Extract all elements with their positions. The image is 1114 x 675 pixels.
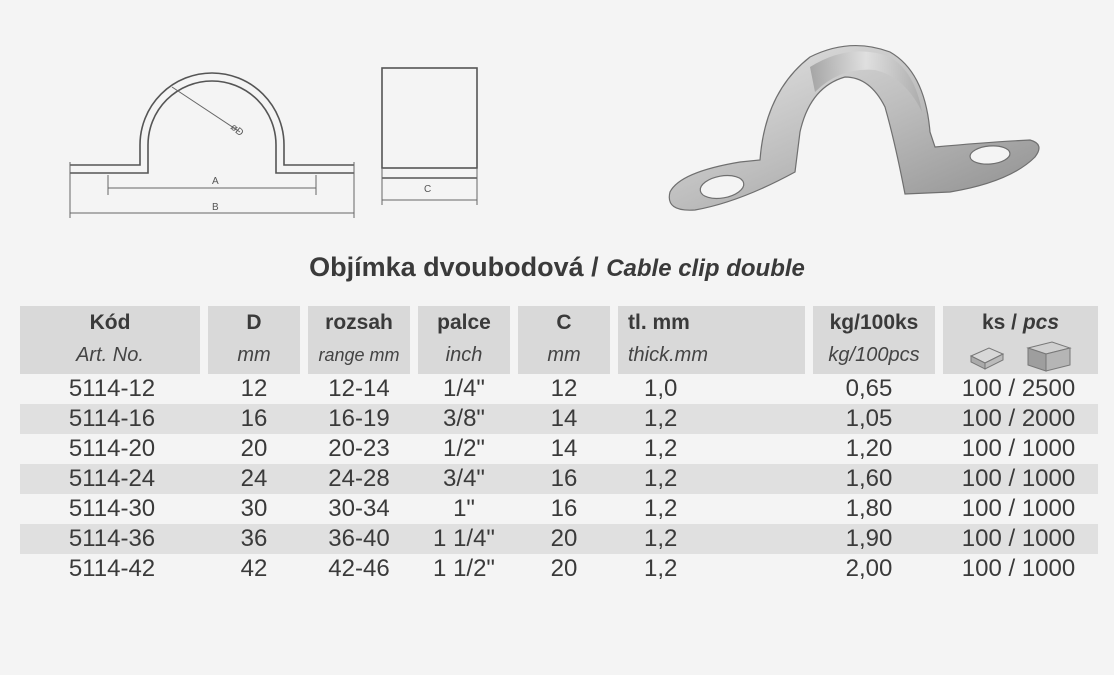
- table-cell: 30-34: [328, 495, 390, 522]
- table-cell: 1,2: [644, 495, 678, 522]
- table-row: [20, 404, 1098, 434]
- cable-clip-photo: [650, 32, 1100, 222]
- table-cell: 0,65: [845, 375, 893, 402]
- table-cell: 5114-12: [68, 375, 156, 402]
- table-row: [20, 374, 1098, 404]
- table-cell: 100 / 2500: [961, 375, 1076, 402]
- table-cell: 1,2: [614, 524, 809, 554]
- header-code: Kód Art. No.: [20, 306, 204, 374]
- table-cell: 5114-24: [20, 464, 204, 494]
- table-cell: 42-46: [328, 555, 390, 582]
- table-cell: 30: [240, 495, 268, 522]
- table-cell: 1": [453, 495, 475, 522]
- table-cell: 3/8": [414, 404, 514, 434]
- small-box-icon: [967, 342, 1007, 370]
- table-cell: 36-40: [304, 524, 414, 554]
- table-cell: 1,2: [644, 555, 678, 582]
- table-cell: 100 / 1000: [961, 435, 1076, 462]
- header-range: rozsah range mm: [304, 306, 414, 374]
- table-cell: 12: [550, 375, 578, 402]
- table-cell: 2,00: [845, 555, 893, 582]
- table-row: [20, 494, 1098, 524]
- large-carton-icon: [1024, 340, 1074, 372]
- header-weight: kg/100ks kg/100pcs: [809, 306, 939, 374]
- table-cell: 16: [550, 495, 578, 522]
- header-packaging: ks / pcs: [939, 306, 1098, 374]
- table-cell: 1,60: [809, 464, 939, 494]
- header-inch: palce inch: [414, 306, 514, 374]
- table-cell: 36: [204, 524, 304, 554]
- title-czech: Objímka dvoubodová: [309, 252, 584, 282]
- table-cell: 42: [240, 555, 268, 582]
- table-cell: 100 / 2000: [939, 404, 1098, 434]
- table-cell: 20-23: [328, 435, 390, 462]
- table-row: [20, 554, 1098, 584]
- table-cell: 24-28: [304, 464, 414, 494]
- table-row: [20, 434, 1098, 464]
- table-cell: 1,90: [809, 524, 939, 554]
- table-cell: 14: [514, 404, 614, 434]
- table-cell: 5114-20: [68, 435, 156, 462]
- dimension-a-label: A: [212, 176, 219, 187]
- table-cell: 100 / 1000: [939, 464, 1098, 494]
- table-cell: 1,2: [644, 435, 678, 462]
- title-separator: /: [591, 252, 599, 282]
- table-cell: 12: [240, 375, 268, 402]
- table-cell: 1/4": [443, 375, 485, 402]
- product-title: [0, 252, 1114, 283]
- table-cell: 20: [550, 555, 578, 582]
- dimension-d-label: øD: [228, 121, 246, 139]
- table-cell: 1,0: [644, 375, 678, 402]
- table-header-row: [20, 306, 1098, 374]
- table-cell: 12-14: [328, 375, 390, 402]
- table-cell: 5114-30: [68, 495, 156, 522]
- table-cell: 1,2: [614, 464, 809, 494]
- header-c: C mm: [514, 306, 614, 374]
- table-cell: 100 / 1000: [961, 495, 1076, 522]
- table-cell: 16: [204, 404, 304, 434]
- table-cell: 1,20: [845, 435, 893, 462]
- table-cell: 14: [550, 435, 578, 462]
- table-cell: 1 1/4": [414, 524, 514, 554]
- table-cell: 20: [240, 435, 268, 462]
- title-english: Cable clip double: [606, 255, 805, 282]
- table-cell: 5114-16: [20, 404, 204, 434]
- side-view-drawing: [372, 60, 492, 210]
- specification-table: [20, 306, 1098, 584]
- table-cell: 5114-42: [68, 555, 156, 582]
- table-cell: 100 / 1000: [961, 555, 1076, 582]
- table-cell: 1 1/2": [433, 555, 495, 582]
- dimension-c-label: C: [424, 184, 432, 195]
- table-cell: 1,2: [614, 404, 809, 434]
- table-cell: 16: [514, 464, 614, 494]
- table-cell: 3/4": [414, 464, 514, 494]
- front-view-drawing: [60, 50, 370, 225]
- dimension-b-label: B: [212, 202, 219, 213]
- table-cell: 1/2": [443, 435, 485, 462]
- table-row: [20, 524, 1098, 554]
- table-cell: 20: [514, 524, 614, 554]
- table-cell: 16-19: [304, 404, 414, 434]
- table-cell: 1,05: [809, 404, 939, 434]
- header-thickness: tl. mm thick.mm: [614, 306, 809, 374]
- table-cell: 1,80: [845, 495, 893, 522]
- table-cell: 5114-36: [20, 524, 204, 554]
- table-cell: 100 / 1000: [939, 524, 1098, 554]
- table-cell: 24: [204, 464, 304, 494]
- table-row: [20, 464, 1098, 494]
- header-diameter: D mm: [204, 306, 304, 374]
